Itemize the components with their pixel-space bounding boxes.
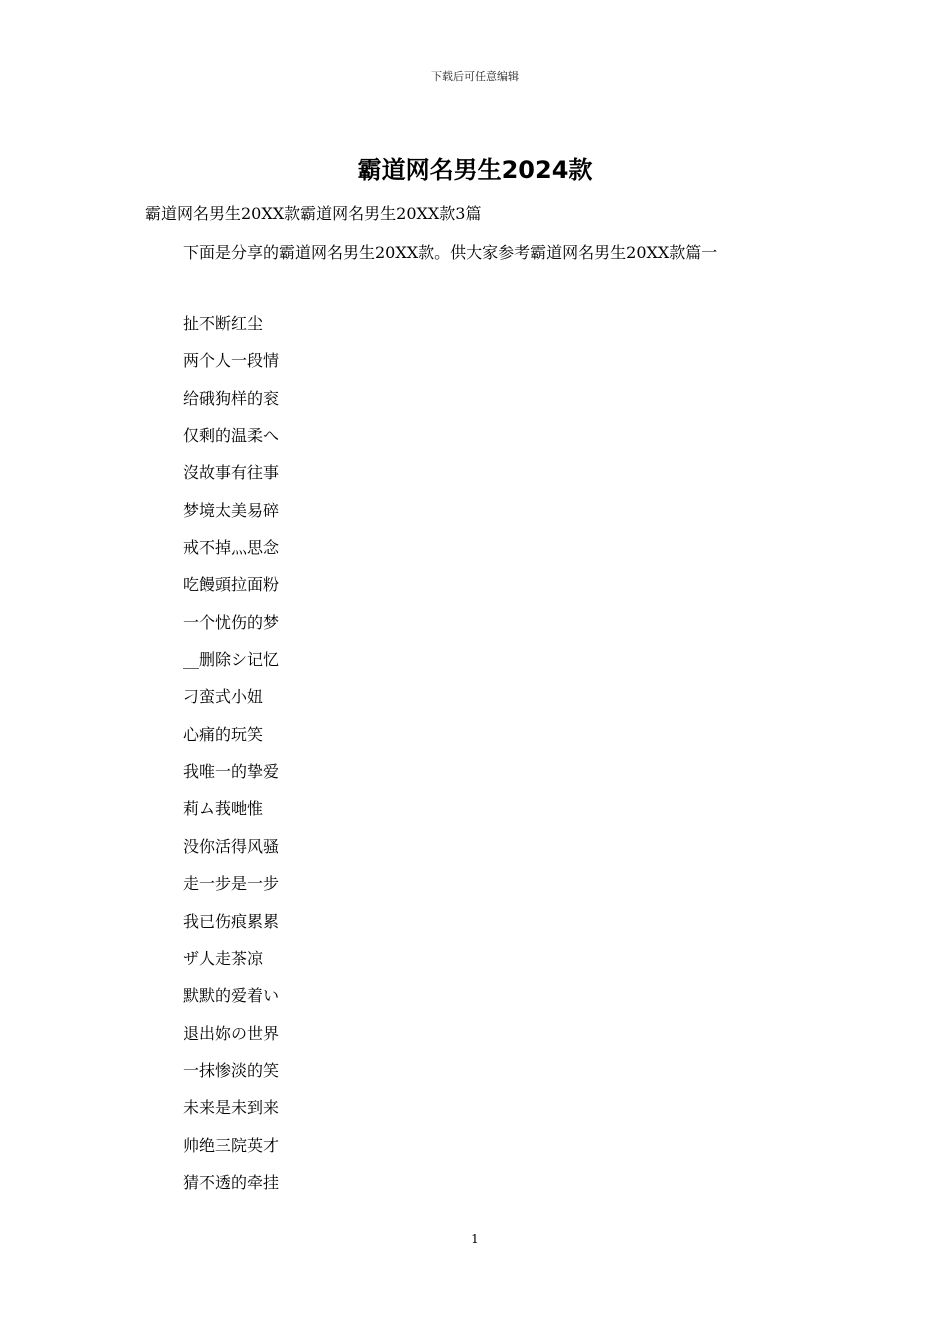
list-item: 走一步是一步 — [183, 874, 280, 894]
list-item: 刁蛮式小妞 — [183, 687, 264, 707]
list-item: ザ人走茶凉 — [183, 948, 264, 968]
list-item: 退出妳の世界 — [183, 1023, 280, 1043]
list-item: 梦境太美易碎 — [183, 500, 280, 520]
list-item: 心痛的玩笑 — [183, 724, 264, 744]
document-title: 霸道网名男生2024款 — [357, 156, 593, 184]
list-item: 默默的爱着い — [183, 986, 280, 1006]
list-item: 我唯一的挚爱 — [183, 762, 280, 782]
list-item: 扯不断红尘 — [183, 314, 264, 333]
list-item: __删除シ记忆 — [183, 650, 280, 670]
nickname-list — [183, 308, 279, 1204]
list-item: 两个人一段情 — [183, 351, 280, 371]
list-item: 没你活得风骚 — [183, 836, 280, 856]
list-item: 我已伤痕累累 — [183, 911, 280, 931]
page-number: 1 — [471, 1232, 479, 1246]
document-subtitle: 霸道网名男生20XX款霸道网名男生20XX款3篇 — [145, 204, 482, 223]
list-item: 莉ム莪哋惟 — [183, 799, 264, 819]
list-item: 一抹惨淡的笑 — [183, 1060, 280, 1080]
list-item: 吃饅頭拉面粉 — [183, 575, 280, 595]
list-item: 给硪狗样的衮 — [183, 388, 280, 408]
list-item: 仅剩的温柔へ — [183, 426, 280, 446]
list-item: 未来是未到来 — [183, 1098, 280, 1118]
intro-paragraph: 下面是分享的霸道网名男生20XX款。供大家参考霸道网名男生20XX款篇一 — [183, 243, 718, 262]
list-item: 一个忧伤的梦 — [183, 612, 280, 632]
page-header: 下载后可任意编辑 — [431, 70, 519, 83]
list-item: 戒不掉灬思念 — [183, 538, 280, 558]
list-item: 沒故事有往事 — [183, 463, 280, 483]
list-item: 帅绝三院英才 — [183, 1135, 280, 1155]
list-item: 猜不透的牵挂 — [183, 1172, 280, 1192]
